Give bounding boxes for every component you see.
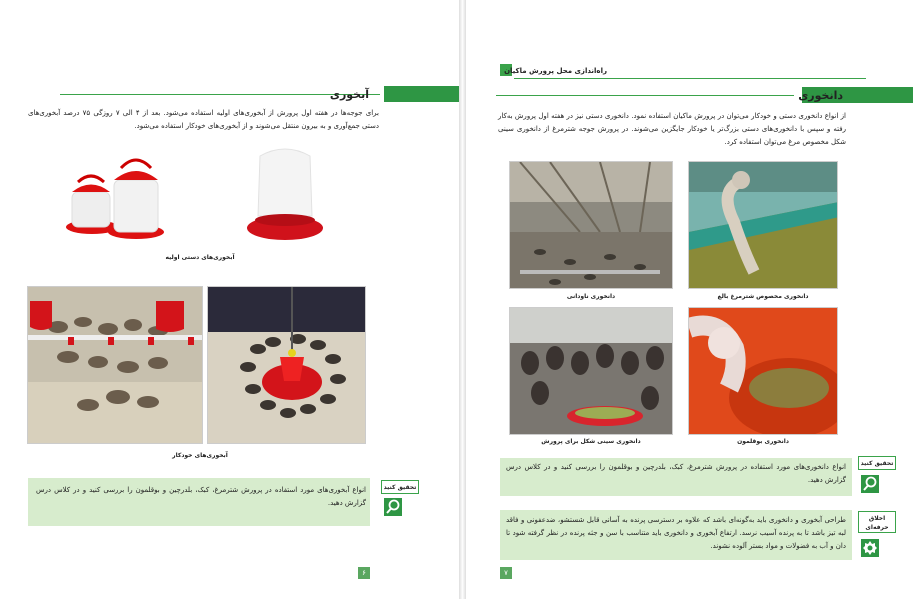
ethics-text: طراحی آبخوری و دانخوری باید به‌گونه‌ای باشد که علاوه بر دسترسی پرنده به آسانی قابل شستشو، ضدعفونی و فاقد لبه تیز باشد تا به پرنده آسیب نرسد. ارتفاع آبخوری و دانخوری باید متناسب با سن و جثه پرنده در نظر گرفته شود تا دان و آب به فضولات و مواد بستر آلوده نشوند. [506,516,846,550]
ethics-tag: اخلاق حرفه‌ای [858,511,896,533]
magnifier-icon [860,474,880,494]
research-tag: تحقیق کنید [858,456,896,470]
adult-ostrich-feeder-photo [688,161,838,289]
manual-drinkers-photo-1 [56,152,166,244]
heading-bar [384,86,462,102]
page-number-left: ۶ [358,567,370,579]
manual-drinkers-photo-2 [240,146,330,246]
research-tag: تحقیق کنید [381,480,419,494]
section-title: دانخوری [798,89,843,102]
heading-rule [496,95,794,96]
caption-turkey-feeder: دانخوری بوقلمون [737,438,789,445]
tray-feeder-photo [509,307,673,435]
caption-tray-feeder: دانخوری سینی شکل برای پرورش [541,438,641,445]
right-page [466,0,913,599]
research-text: انواع دانخوری‌های مورد استفاده در پرورش شترمرغ، کبک، بلدرچین و بوقلمون را بررسی کنید و در کلاس درس گزارش دهید. [506,463,846,484]
gear-icon [860,538,880,558]
page-number-right: ۷ [500,567,512,579]
caption-auto-drinkers: آبخوری‌های خودکار [172,452,228,459]
intro-paragraph: از انواع دانخوری دستی و خودکار می‌توان در پرورش ماکیان استفاده نمود. دانخوری دستی نیز در هفته اول پرورش به‌کار رفته و سپس با دانخوری‌های دستی بزرگ‌تر یا خودکار جایگزین می‌شوند. در پرورش جوجه شترمرغ از دانخوری سینی شکل مخصوص مرغ می‌توان استفاده کرد. [498,112,846,146]
auto-drinkers-photo-2 [207,286,366,444]
magnifier-icon [383,497,403,517]
book-spine [459,0,466,599]
caption-manual-drinkers: آبخوری‌های دستی اولیه [165,254,235,261]
running-header: راه‌اندازی محل پرورش ماکیان [504,67,607,75]
caption-trough-feeder: دانخوری ناودانی [566,293,616,300]
section-title: آبخوری [329,88,369,101]
turkey-feeder-photo [688,307,838,435]
caption-adult-ostrich-feeder: دانخوری مخصوص شترمرغ بالغ [717,293,809,300]
running-header-rule [514,78,866,79]
auto-drinkers-photo-1 [27,286,203,444]
intro-paragraph: برای جوجه‌ها در هفته اول پرورش از آبخوری‌های اولیه استفاده می‌شود. بعد از ۴ الی ۷ روزگی ۷۵ درصد آبخوری‌های دستی جمع‌آوری و به بیرون منتقل می‌شوند و از آبخوری‌های خودکار استفاده می‌شود. [28,109,379,130]
research-text: انواع آبخوری‌های مورد استفاده در پرورش شترمرغ، کبک، بلدرچین و بوقلمون را بررسی کنید و در کلاس درس گزارش دهید. [36,486,366,507]
trough-feeder-photo [509,161,673,289]
